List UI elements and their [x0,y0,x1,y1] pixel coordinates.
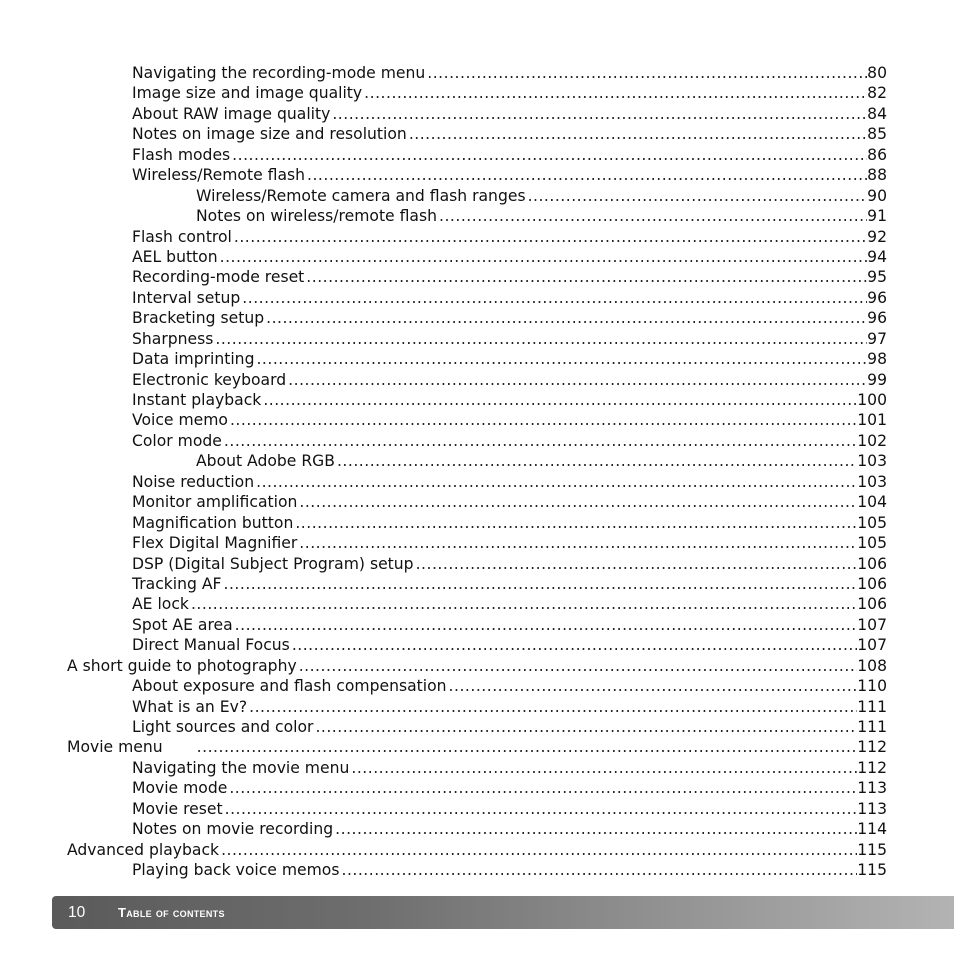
toc-entry-title: Navigating the recording-mode menu [132,64,426,82]
dot-leader [224,574,858,594]
toc-entry-page: 82 [867,84,887,103]
toc-entry-line [67,656,887,676]
toc-entry[interactable] [0,819,954,839]
toc-entry-line [132,247,887,267]
toc-entry-line [132,390,887,410]
dot-leader [288,370,867,390]
toc-entry[interactable] [0,758,954,778]
toc-entry-title: Tracking AF [132,574,222,593]
toc-entry-page: 80 [867,64,887,82]
toc-entry-page: 101 [857,411,887,430]
toc-entry[interactable] [0,533,954,553]
toc-entry-page: 98 [867,350,887,369]
dot-leader [439,206,867,226]
toc-entry-page: 86 [867,145,887,164]
toc-entry-line [132,370,887,390]
toc-entry[interactable] [0,472,954,492]
toc-entry-line [132,676,887,696]
dot-leader [191,594,857,614]
toc-entry-line [132,124,887,144]
toc-entry-line [132,104,887,124]
dot-leader [335,819,857,839]
dot-leader [315,717,857,737]
footer-bar [52,896,954,929]
toc-entry-title: Recording-mode reset [132,268,305,287]
toc-entry-page: 102 [857,431,887,450]
toc-entry-line [132,349,887,369]
toc-entry-line [132,799,887,819]
toc-entry-title: Playing back voice memos [132,861,340,880]
toc-entry[interactable] [0,227,954,247]
toc-entry-title: About exposure and flash compensation [132,677,447,696]
toc-entry-title: Flex Digital Magnifier [132,534,298,553]
toc-entry-line [132,533,887,553]
toc-entry-page: 96 [867,288,887,307]
toc-entry[interactable] [0,717,954,737]
toc-entry-title: Light sources and color [132,718,314,736]
toc-entry-page: 105 [857,513,887,532]
toc-entry-title: Movie menu [67,738,163,757]
toc-entry[interactable] [0,124,954,144]
toc-entry-title: Notes on movie recording [132,820,334,839]
dot-leader [221,840,857,860]
toc-entry-title: Noise reduction [132,472,255,491]
toc-entry[interactable] [0,104,954,124]
dot-leader [256,472,857,492]
toc-entry-title: Wireless/Remote camera and flash ranges [196,186,526,205]
toc-entry-line [196,451,887,471]
toc-entry[interactable] [0,451,954,471]
toc-entry-line [132,308,887,328]
toc-entry-title: Electronic keyboard [132,370,287,389]
toc-entry-title: Advanced playback [67,840,220,859]
toc-entry-line [196,206,887,226]
toc-entry[interactable] [0,492,954,512]
dot-leader [235,615,858,635]
dot-leader [220,247,868,267]
dot-leader [332,104,867,124]
toc-entry-page: 106 [857,595,887,614]
toc-entry-page: 100 [857,391,887,409]
toc-entry-line [132,819,887,839]
toc-entry[interactable] [0,349,954,369]
toc-entry[interactable] [0,799,954,819]
dot-leader [242,288,867,308]
toc-entry-title: Wireless/Remote flash [132,166,306,185]
toc-entry-line [132,554,887,574]
toc-entry-page: 108 [857,656,887,675]
toc-entry-page: 103 [857,452,887,471]
toc-entry-title: Sharpness [132,329,214,348]
dot-leader [197,737,858,757]
toc-entry-line [132,615,887,635]
toc-entry-title: Spot AE area [132,615,233,634]
toc-entry-line [132,267,887,287]
toc-entry[interactable] [0,656,954,676]
toc-entry-title: Bracketing setup [132,309,265,328]
toc-entry-page: 112 [857,738,887,757]
toc-entry-line [132,492,887,512]
dot-leader [528,186,868,206]
toc-entry-title: Movie mode [132,779,228,798]
page-number: 10 [68,904,86,921]
toc-entry-page: 111 [857,718,887,736]
toc-entry[interactable] [0,247,954,267]
toc-entry[interactable] [0,206,954,226]
toc-entry-title: About RAW image quality [132,104,331,123]
toc-entry-title: Magnification button [132,513,294,532]
toc-entry-title: Notes on image size and resolution [132,125,407,144]
toc-entry-line [67,840,887,860]
toc-entry-line [132,472,887,492]
toc-entry-page: 110 [857,677,887,696]
toc-entry-line [132,697,887,717]
dot-leader [427,63,867,83]
dot-leader [341,860,857,880]
toc-entry-page: 103 [857,472,887,491]
toc-entry[interactable] [0,83,954,103]
toc-entry-line [132,63,887,83]
toc-entry-line [132,778,887,798]
toc-entry[interactable] [0,778,954,798]
toc-entry-page: 106 [857,574,887,593]
toc-entry-page: 92 [867,227,887,246]
dot-leader [224,431,857,451]
dot-leader [299,492,857,512]
toc-entry[interactable] [0,410,954,430]
toc-entry[interactable] [0,165,954,185]
toc-entry-page: 106 [857,554,887,573]
toc-entry-page: 115 [857,840,887,859]
toc-entry[interactable] [0,554,954,574]
toc-entry[interactable] [0,513,954,533]
toc-entry-title: Voice memo [132,411,228,430]
toc-entry-line [132,410,887,430]
toc-entry[interactable] [0,697,954,717]
toc-entry-line [132,513,887,533]
dot-leader [299,533,857,553]
toc-entry[interactable] [0,860,954,880]
toc-entry-title: Color mode [132,431,222,450]
toc-entry-line [196,186,887,206]
dot-leader [351,758,857,778]
toc-entry[interactable] [0,267,954,287]
toc-entry[interactable] [0,370,954,390]
toc-entry-line [132,758,887,778]
dot-leader [215,329,867,349]
toc-entry[interactable] [0,840,954,860]
toc-entry-page: 111 [857,697,887,716]
toc-entry-page: 90 [867,186,887,205]
toc-entry-line [132,635,887,655]
toc-entry-line [132,717,887,737]
toc-entry-title: Data imprinting [132,350,255,369]
toc-entry-title: Image size and image quality [132,84,363,103]
toc-entry-line [132,329,887,349]
dot-leader [229,778,857,798]
toc-entry-page: 107 [857,636,887,655]
toc-entry-title: Direct Manual Focus [132,636,290,655]
dot-leader [234,227,867,247]
toc-entry-line [132,860,887,880]
toc-entry[interactable] [0,574,954,594]
toc-entry-page: 113 [857,779,887,798]
toc-entry-page: 99 [867,370,887,389]
toc-entry[interactable] [0,63,954,83]
dot-leader [232,145,867,165]
toc-entry-page: 113 [857,799,887,818]
toc-entry-title: A short guide to photography [67,656,297,675]
toc-entry-title: Flash control [132,227,232,246]
toc-entry-line [132,288,887,308]
dot-leader [307,165,867,185]
toc-entry-title: Instant playback [132,391,262,409]
toc-entry-title: AE lock [132,595,189,614]
dot-leader [256,349,867,369]
dot-leader [266,308,867,328]
toc-entry[interactable] [0,329,954,349]
toc-entry-title: What is an Ev? [132,697,248,716]
dot-leader [225,799,858,819]
toc-entry-page: 114 [857,820,887,839]
toc-entry-title: Interval setup [132,288,241,307]
dot-leader [416,554,858,574]
toc-entry-line [132,165,887,185]
toc-entry-page: 112 [857,758,887,777]
toc-entry-page: 97 [867,329,887,348]
table-of-contents [0,63,954,881]
toc-entry-page: 84 [867,104,887,123]
toc-entry-page: 85 [867,125,887,144]
dot-leader [409,124,867,144]
toc-entry[interactable] [0,594,954,614]
toc-entry[interactable] [0,145,954,165]
toc-entry-page: 105 [857,534,887,553]
dot-leader [337,451,857,471]
toc-entry[interactable] [0,615,954,635]
toc-entry-title: Flash modes [132,145,231,164]
toc-entry-line [132,145,887,165]
dot-leader [249,697,857,717]
toc-entry-title: AEL button [132,247,218,266]
toc-entry-title: Navigating the movie menu [132,758,350,777]
toc-entry[interactable] [0,431,954,451]
toc-entry-page: 88 [867,166,887,185]
toc-entry-line [132,431,887,451]
toc-entry[interactable] [0,676,954,696]
toc-entry-title: Movie reset [132,799,223,818]
toc-entry-page: 95 [867,268,887,287]
toc-entry[interactable] [0,288,954,308]
dot-leader [449,676,858,696]
toc-entry-page: 107 [857,615,887,634]
dot-leader [230,410,857,430]
toc-entry-line [67,737,887,757]
toc-entry-title: DSP (Digital Subject Program) setup [132,554,414,573]
dot-leader [295,513,857,533]
toc-entry-line [132,594,887,614]
toc-entry-line [132,83,887,103]
toc-entry-page: 96 [867,309,887,328]
toc-entry-page: 104 [857,493,887,512]
section-title: Table of contents [118,905,225,920]
toc-entry[interactable] [0,186,954,206]
toc-entry-page: 94 [867,247,887,266]
toc-entry[interactable] [0,390,954,410]
toc-entry-page: 91 [867,207,887,226]
toc-entry[interactable] [0,308,954,328]
dot-leader [364,83,867,103]
toc-entry[interactable] [0,737,954,757]
toc-entry[interactable] [0,635,954,655]
toc-entry-line [132,574,887,594]
toc-entry-title: Monitor amplification [132,493,298,512]
dot-leader [292,635,857,655]
toc-entry-title: Notes on wireless/remote flash [196,207,437,226]
dot-leader [306,267,867,287]
toc-entry-line [132,227,887,247]
dot-leader [263,390,857,410]
dot-leader [299,656,858,676]
toc-entry-page: 115 [857,861,887,880]
toc-entry-title: About Adobe RGB [196,452,335,471]
